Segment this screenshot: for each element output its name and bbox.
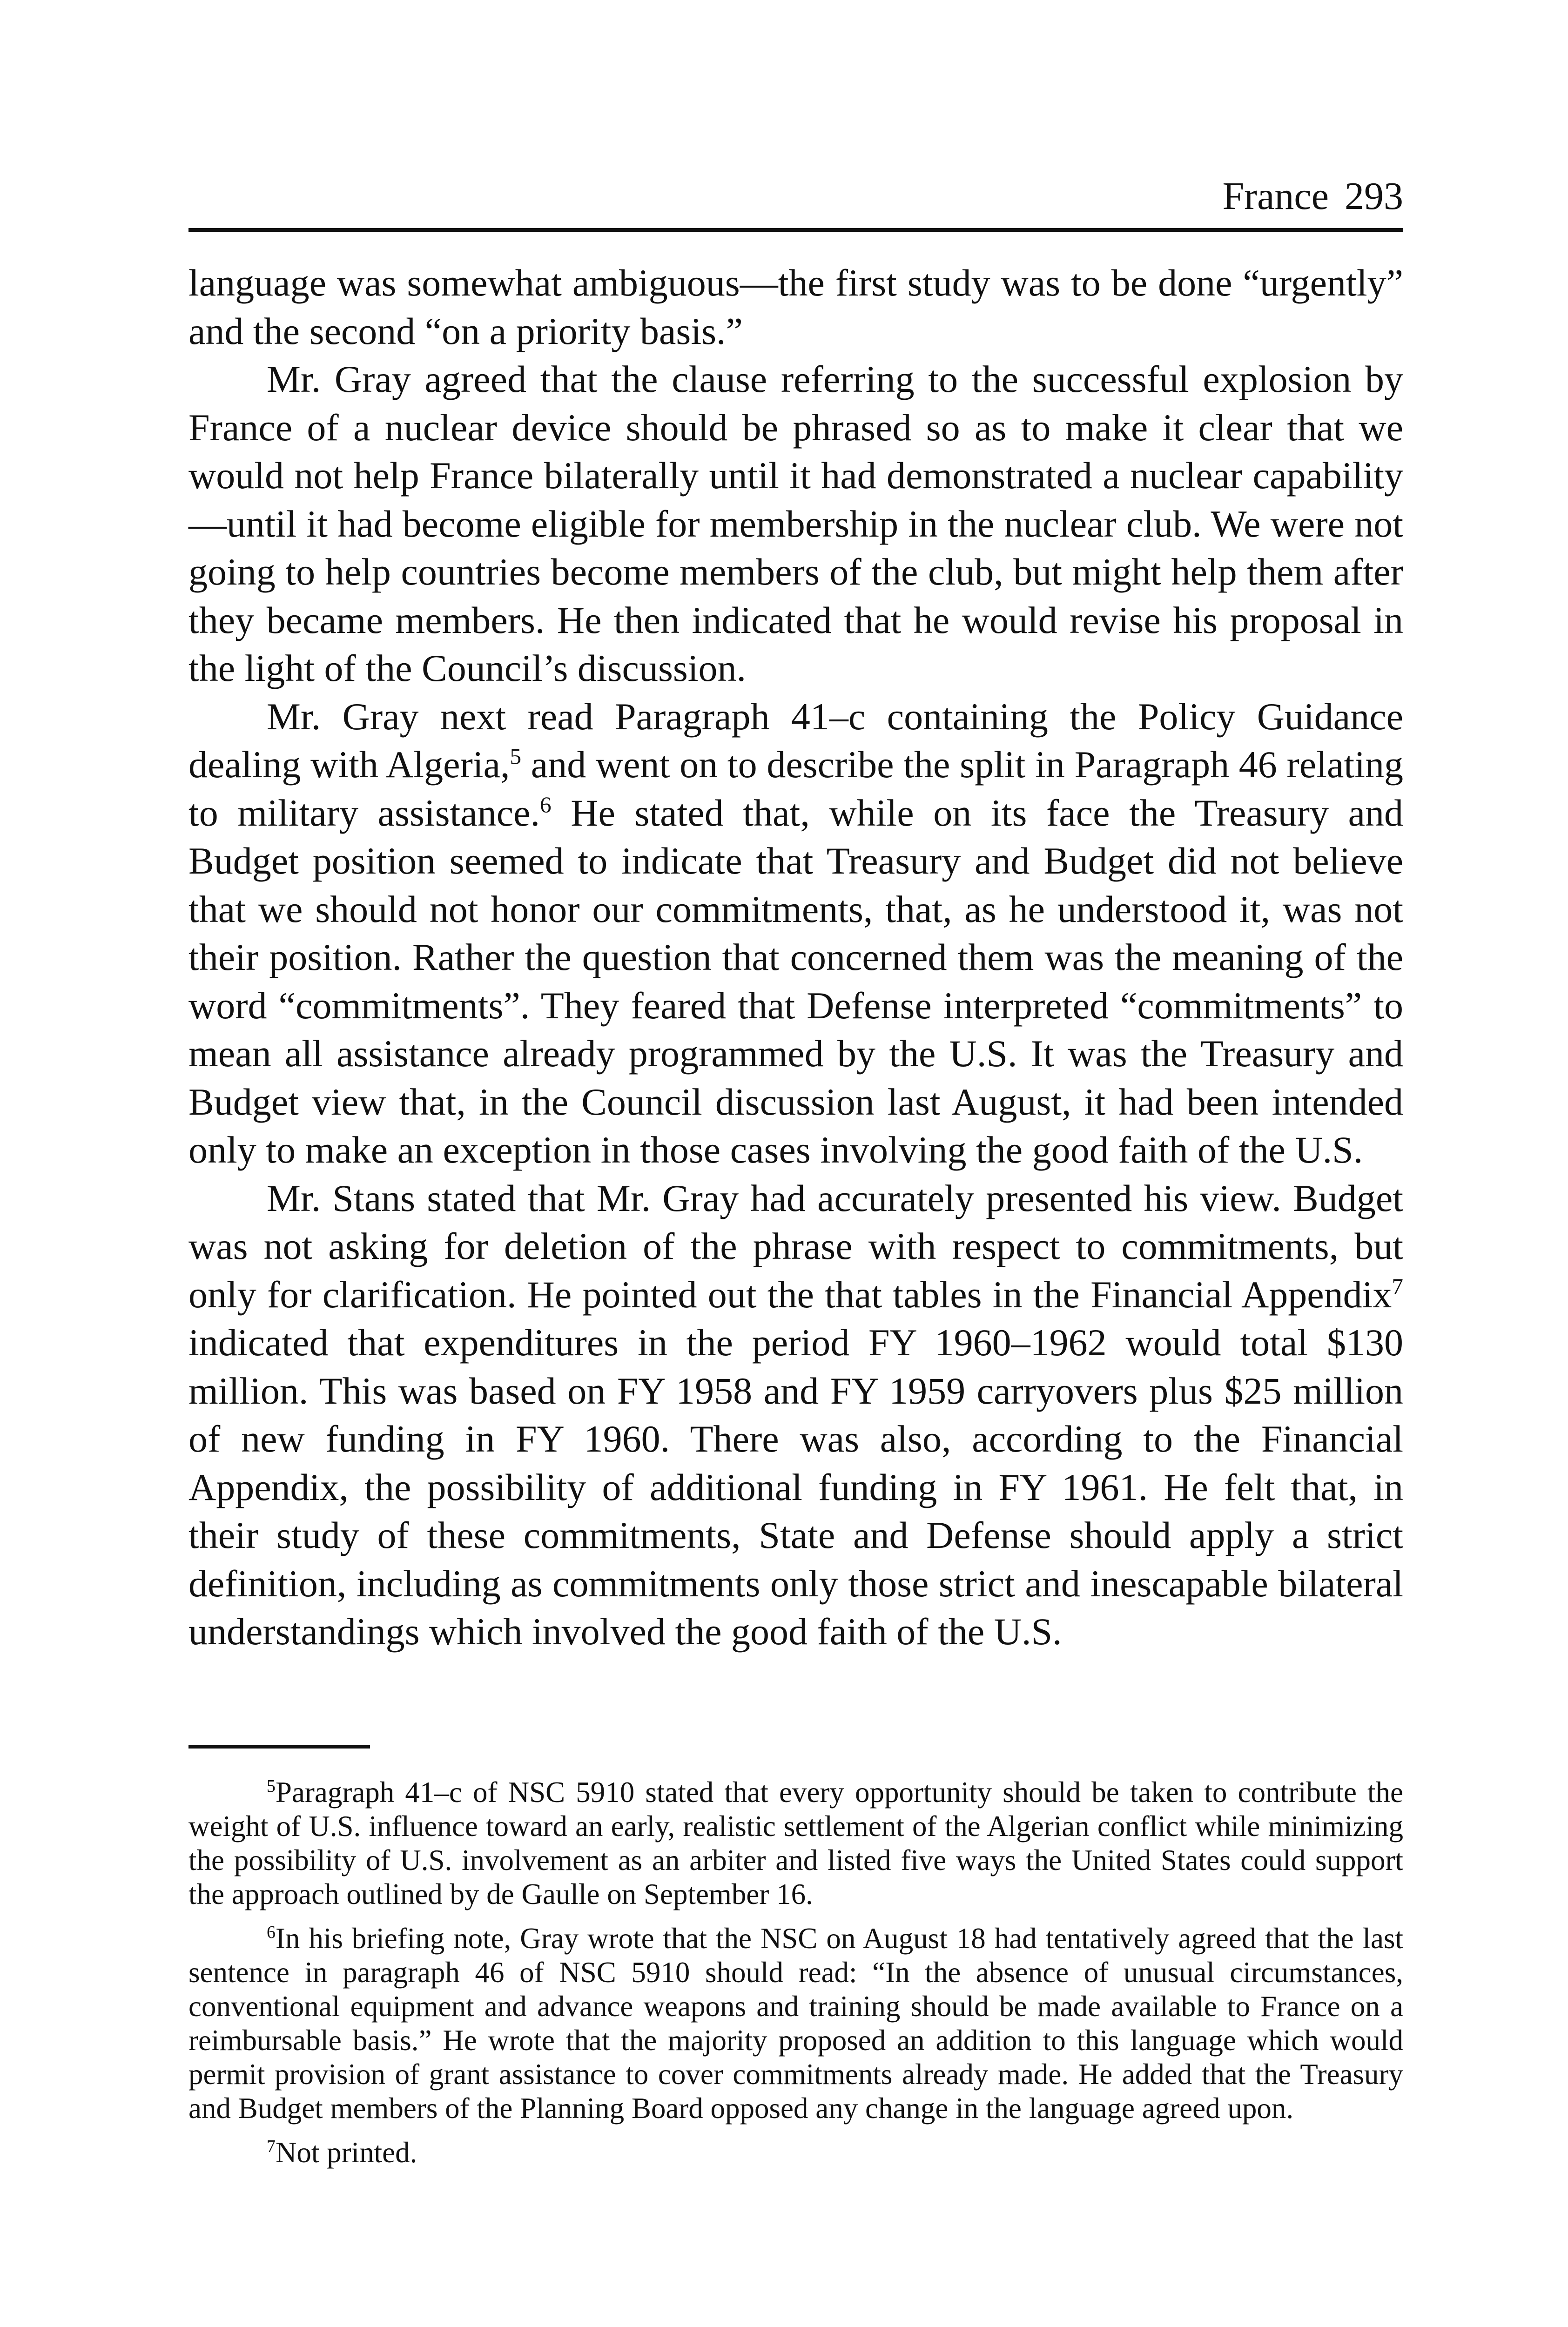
footnote-ref-5[interactable]: 5 — [510, 743, 522, 769]
footnote-text: In his briefing note, Gray wrote that the NSC on August 18 had tentatively agreed that the last sentence in paragraph 46 of NSC 5910 should read: “In the absence of unusual circumstances, conventional equipment and advance weapons and training should be made available to France on a reimbursable basis.” He wrote that the majority proposed an addition to this language which would permit provision of grant assistance to cover commitments already made. He added that the Treasury and Budget members of the Planning Board opposed any change in the language agreed upon. — [188, 1922, 1403, 2125]
running-head — [188, 177, 1403, 232]
paragraph-text: Mr. Gray next read Paragraph 41–c containing the Policy Guidance dealing with Algeria, — [188, 695, 1403, 786]
paragraph — [188, 693, 1403, 1174]
footnote-ref-7[interactable]: 7 — [1392, 1273, 1403, 1299]
paragraph-text: indicated that expenditures in the period FY 1960–1962 would total $130 million. This was based on FY 1958 and FY 1959 carryovers plus $25 million of new funding in FY 1960. There was also, according to the Financial Appendix, the possibility of additional funding in FY 1961. He felt that, in their study of these commitments, State and Defense should apply a strict definition, including as commitments only those strict and inescapable bilateral understandings which involved the good faith of the U.S. — [188, 1321, 1403, 1653]
paragraph-text: Mr. Stans stated that Mr. Gray had accurately presented his view. Budget was not asking for deletion of the phrase with respect to commitments, but only for clarification. He pointed out the that tables in the Financial Appendix — [188, 1177, 1403, 1316]
footnote-text: Not printed. — [275, 2136, 417, 2169]
footnotes — [188, 1776, 1403, 2170]
paragraph-continuation — [188, 259, 1403, 355]
footnote-number: 5 — [267, 1776, 276, 1796]
footnote-number: 6 — [267, 1922, 276, 1942]
footnote — [188, 1922, 1403, 2125]
footnote-ref-6[interactable]: 6 — [540, 792, 552, 818]
footnote-divider — [188, 1745, 370, 1749]
paragraph — [188, 355, 1403, 693]
page-number: 293 — [1345, 175, 1403, 218]
footnote-number: 7 — [267, 2136, 276, 2156]
body-text — [188, 259, 1403, 1656]
footnote — [188, 1776, 1403, 1911]
paragraph-text: and went on to describe the split in Paragraph 46 relating to military assistance. — [188, 743, 1403, 834]
footnote — [188, 2136, 1403, 2170]
paragraph-text: He stated that, while on its face the Treasury and Budget position seemed to indicate that Treasury and Budget did not believe that we should not honor our commitments, that, as he understood it, was not their position. Rather the question that concerned them was the meaning of the word “commitments”. They feared that Defense interpreted “commitments” to mean all assistance already programmed by the U.S. It was the Treasury and Budget view that, in the Council discussion last August, it had been intended only to make an exception in those cases involving the good faith of the U.S. — [188, 791, 1403, 1171]
document-page — [188, 177, 1403, 2180]
running-head-title: France — [1222, 175, 1329, 218]
paragraph-text: language was somewhat ambiguous—the first study was to be done “urgently” and the second “on a priority basis.” — [188, 262, 1403, 352]
paragraph-text: Mr. Gray agreed that the clause referring to the successful explosion by France of a nuclear device should be phrased so as to make it clear that we would not help France bilaterally until it had demonstrated a nuclear capability—until it had become eligible for membership in the nuclear club. We were not going to help countries become members of the club, but might help them after they became members. He then indicated that he would revise his proposal in the light of the Council’s discussion. — [188, 358, 1403, 689]
footnote-text: Paragraph 41–c of NSC 5910 stated that every opportunity should be taken to contribute the weight of U.S. influence toward an early, realistic settlement of the Algerian conflict while minimizing the possibility of U.S. involvement as an arbiter and listed five ways the United States could support the approach outlined by de Gaulle on September 16. — [188, 1776, 1403, 1910]
paragraph — [188, 1174, 1403, 1656]
